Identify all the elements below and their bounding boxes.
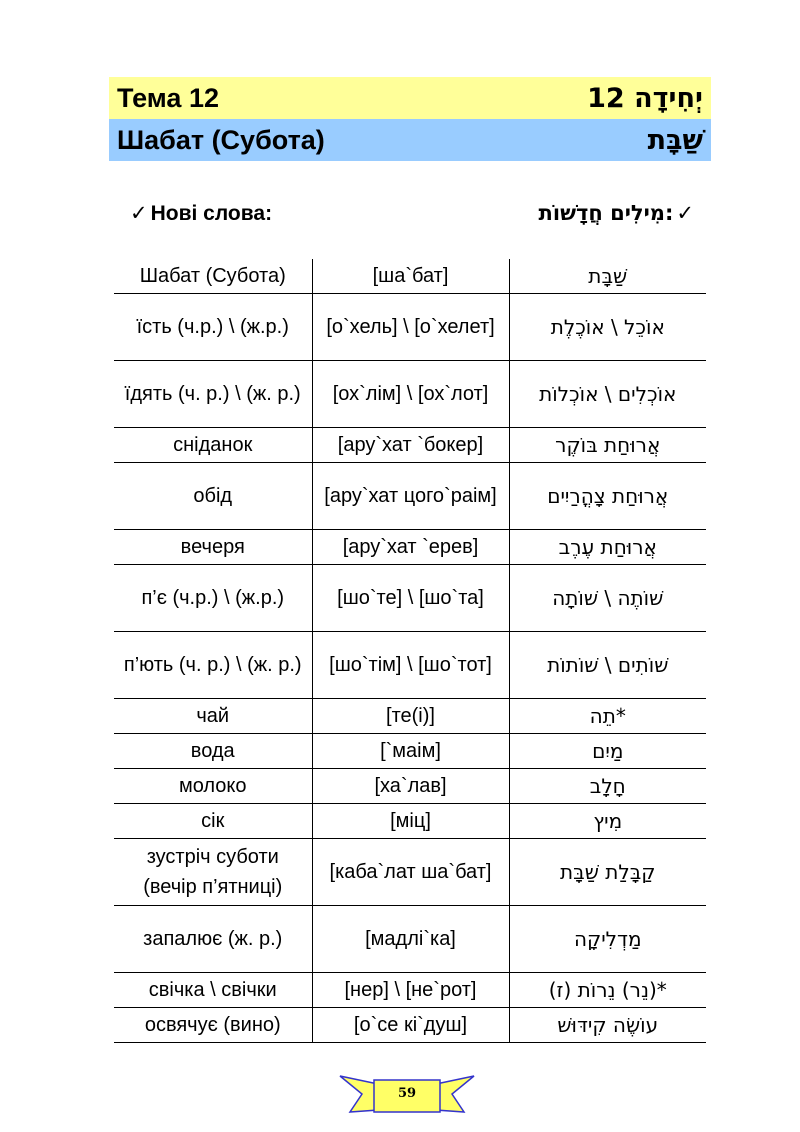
word-hebrew: אֲרוּחַת בּוֹקֶר [509, 428, 706, 463]
word-hebrew: מִיץ [509, 804, 706, 839]
word-transliteration: [нер] \ [не`рот] [312, 973, 509, 1008]
word-ukrainian: Шабат (Субота) [114, 259, 312, 294]
subject-title-uk: Шабат (Субота) [117, 124, 325, 155]
word-transliteration: [ох`лім] \ [ох`лот] [312, 361, 509, 428]
word-transliteration: [ша`бат] [312, 259, 509, 294]
word-transliteration: [шо`тім] \ [шо`тот] [312, 632, 509, 699]
vocabulary-table [114, 259, 706, 1043]
word-hebrew: *(נֵר) נֵרוֹת (ז) [509, 973, 706, 1008]
table-row [114, 1008, 706, 1043]
subject-title-he: שַׁבָּת [647, 124, 703, 156]
word-ukrainian: вечеря [114, 530, 312, 565]
table-row [114, 734, 706, 769]
word-transliteration: [ха`лав] [312, 769, 509, 804]
table-row [114, 906, 706, 973]
word-hebrew: אֲרוּחַת עֶרֶב [509, 530, 706, 565]
word-transliteration: [мадлі`ка] [312, 906, 509, 973]
table-row [114, 463, 706, 530]
table-row [114, 530, 706, 565]
word-transliteration: [о`се кі`душ] [312, 1008, 509, 1043]
table-row [114, 973, 706, 1008]
word-hebrew: שׁוֹתִים \ שׁוֹתוֹת [509, 632, 706, 699]
table-row [114, 259, 706, 294]
topic-title-he: יְחִידָה 12 [587, 82, 703, 114]
word-transliteration: [каба`лат ша`бат] [312, 839, 509, 906]
word-ukrainian: запалює (ж. р.) [114, 906, 312, 973]
word-ukrainian: свічка \ свічки [114, 973, 312, 1008]
table-row [114, 428, 706, 463]
table-row [114, 632, 706, 699]
word-hebrew: מַדְלִיקָה [509, 906, 706, 973]
table-row [114, 294, 706, 361]
word-hebrew: עוֹשֶׂה קִידּוּשׁ [509, 1008, 706, 1043]
subject-banner [109, 119, 711, 161]
word-ukrainian: молоко [114, 769, 312, 804]
word-ukrainian: їдять (ч. р.) \ (ж. р.) [114, 361, 312, 428]
word-transliteration: [міц] [312, 804, 509, 839]
new-words-heading [127, 196, 697, 230]
word-ukrainian: освячує (вино) [114, 1008, 312, 1043]
topic-title-uk: Тема 12 [117, 82, 219, 113]
new-words-label-uk: Нові слова: [150, 201, 273, 225]
word-ukrainian: вода [114, 734, 312, 769]
word-ukrainian: зустріч суботи (вечір п’ятниці) [114, 839, 312, 906]
topic-banner [109, 77, 711, 119]
new-words-label-he: מִילִים חֲדָשׁוֹת: [538, 200, 674, 225]
word-ukrainian: обід [114, 463, 312, 530]
checkmark-icon: ✓ [676, 201, 694, 225]
word-hebrew: *תֵה [509, 699, 706, 734]
word-ukrainian: сік [114, 804, 312, 839]
word-transliteration: [о`хель] \ [о`хелет] [312, 294, 509, 361]
word-hebrew: חָלָב [509, 769, 706, 804]
word-ukrainian: п’є (ч.р.) \ (ж.р.) [114, 565, 312, 632]
table-row [114, 839, 706, 906]
word-hebrew: מַיִם [509, 734, 706, 769]
table-row [114, 769, 706, 804]
word-transliteration: [ару`хат `ерев] [312, 530, 509, 565]
word-hebrew: אֲרוּחַת צָהֳרַיִים [509, 463, 706, 530]
page-number: 59 [397, 1086, 417, 1101]
page-number-badge [338, 1068, 476, 1120]
table-row [114, 565, 706, 632]
word-hebrew: אוֹכְלִים \ אוֹכְלוֹת [509, 361, 706, 428]
checkmark-icon: ✓ [130, 201, 148, 225]
table-row [114, 804, 706, 839]
word-ukrainian: сніданок [114, 428, 312, 463]
word-ukrainian: їсть (ч.р.) \ (ж.р.) [114, 294, 312, 361]
table-row [114, 361, 706, 428]
word-transliteration: [ару`хат `бокер] [312, 428, 509, 463]
word-hebrew: שׁוֹתֶה \ שׁוֹתָה [509, 565, 706, 632]
word-hebrew: קַבָּלַת שַׁבָּת [509, 839, 706, 906]
table-row [114, 699, 706, 734]
word-transliteration: [`маім] [312, 734, 509, 769]
new-words-he [539, 201, 697, 226]
word-transliteration: [шо`те] \ [шо`та] [312, 565, 509, 632]
word-ukrainian: чай [114, 699, 312, 734]
word-hebrew: שַׁבָּת [509, 259, 706, 294]
word-hebrew: אוֹכֵל \ אוֹכֶלֶת [509, 294, 706, 361]
vocabulary-table-body [114, 259, 706, 1043]
new-words-uk [127, 201, 272, 226]
word-ukrainian: п’ють (ч. р.) \ (ж. р.) [114, 632, 312, 699]
word-transliteration: [ару`хат цого`раім] [312, 463, 509, 530]
word-transliteration: [те(і)] [312, 699, 509, 734]
